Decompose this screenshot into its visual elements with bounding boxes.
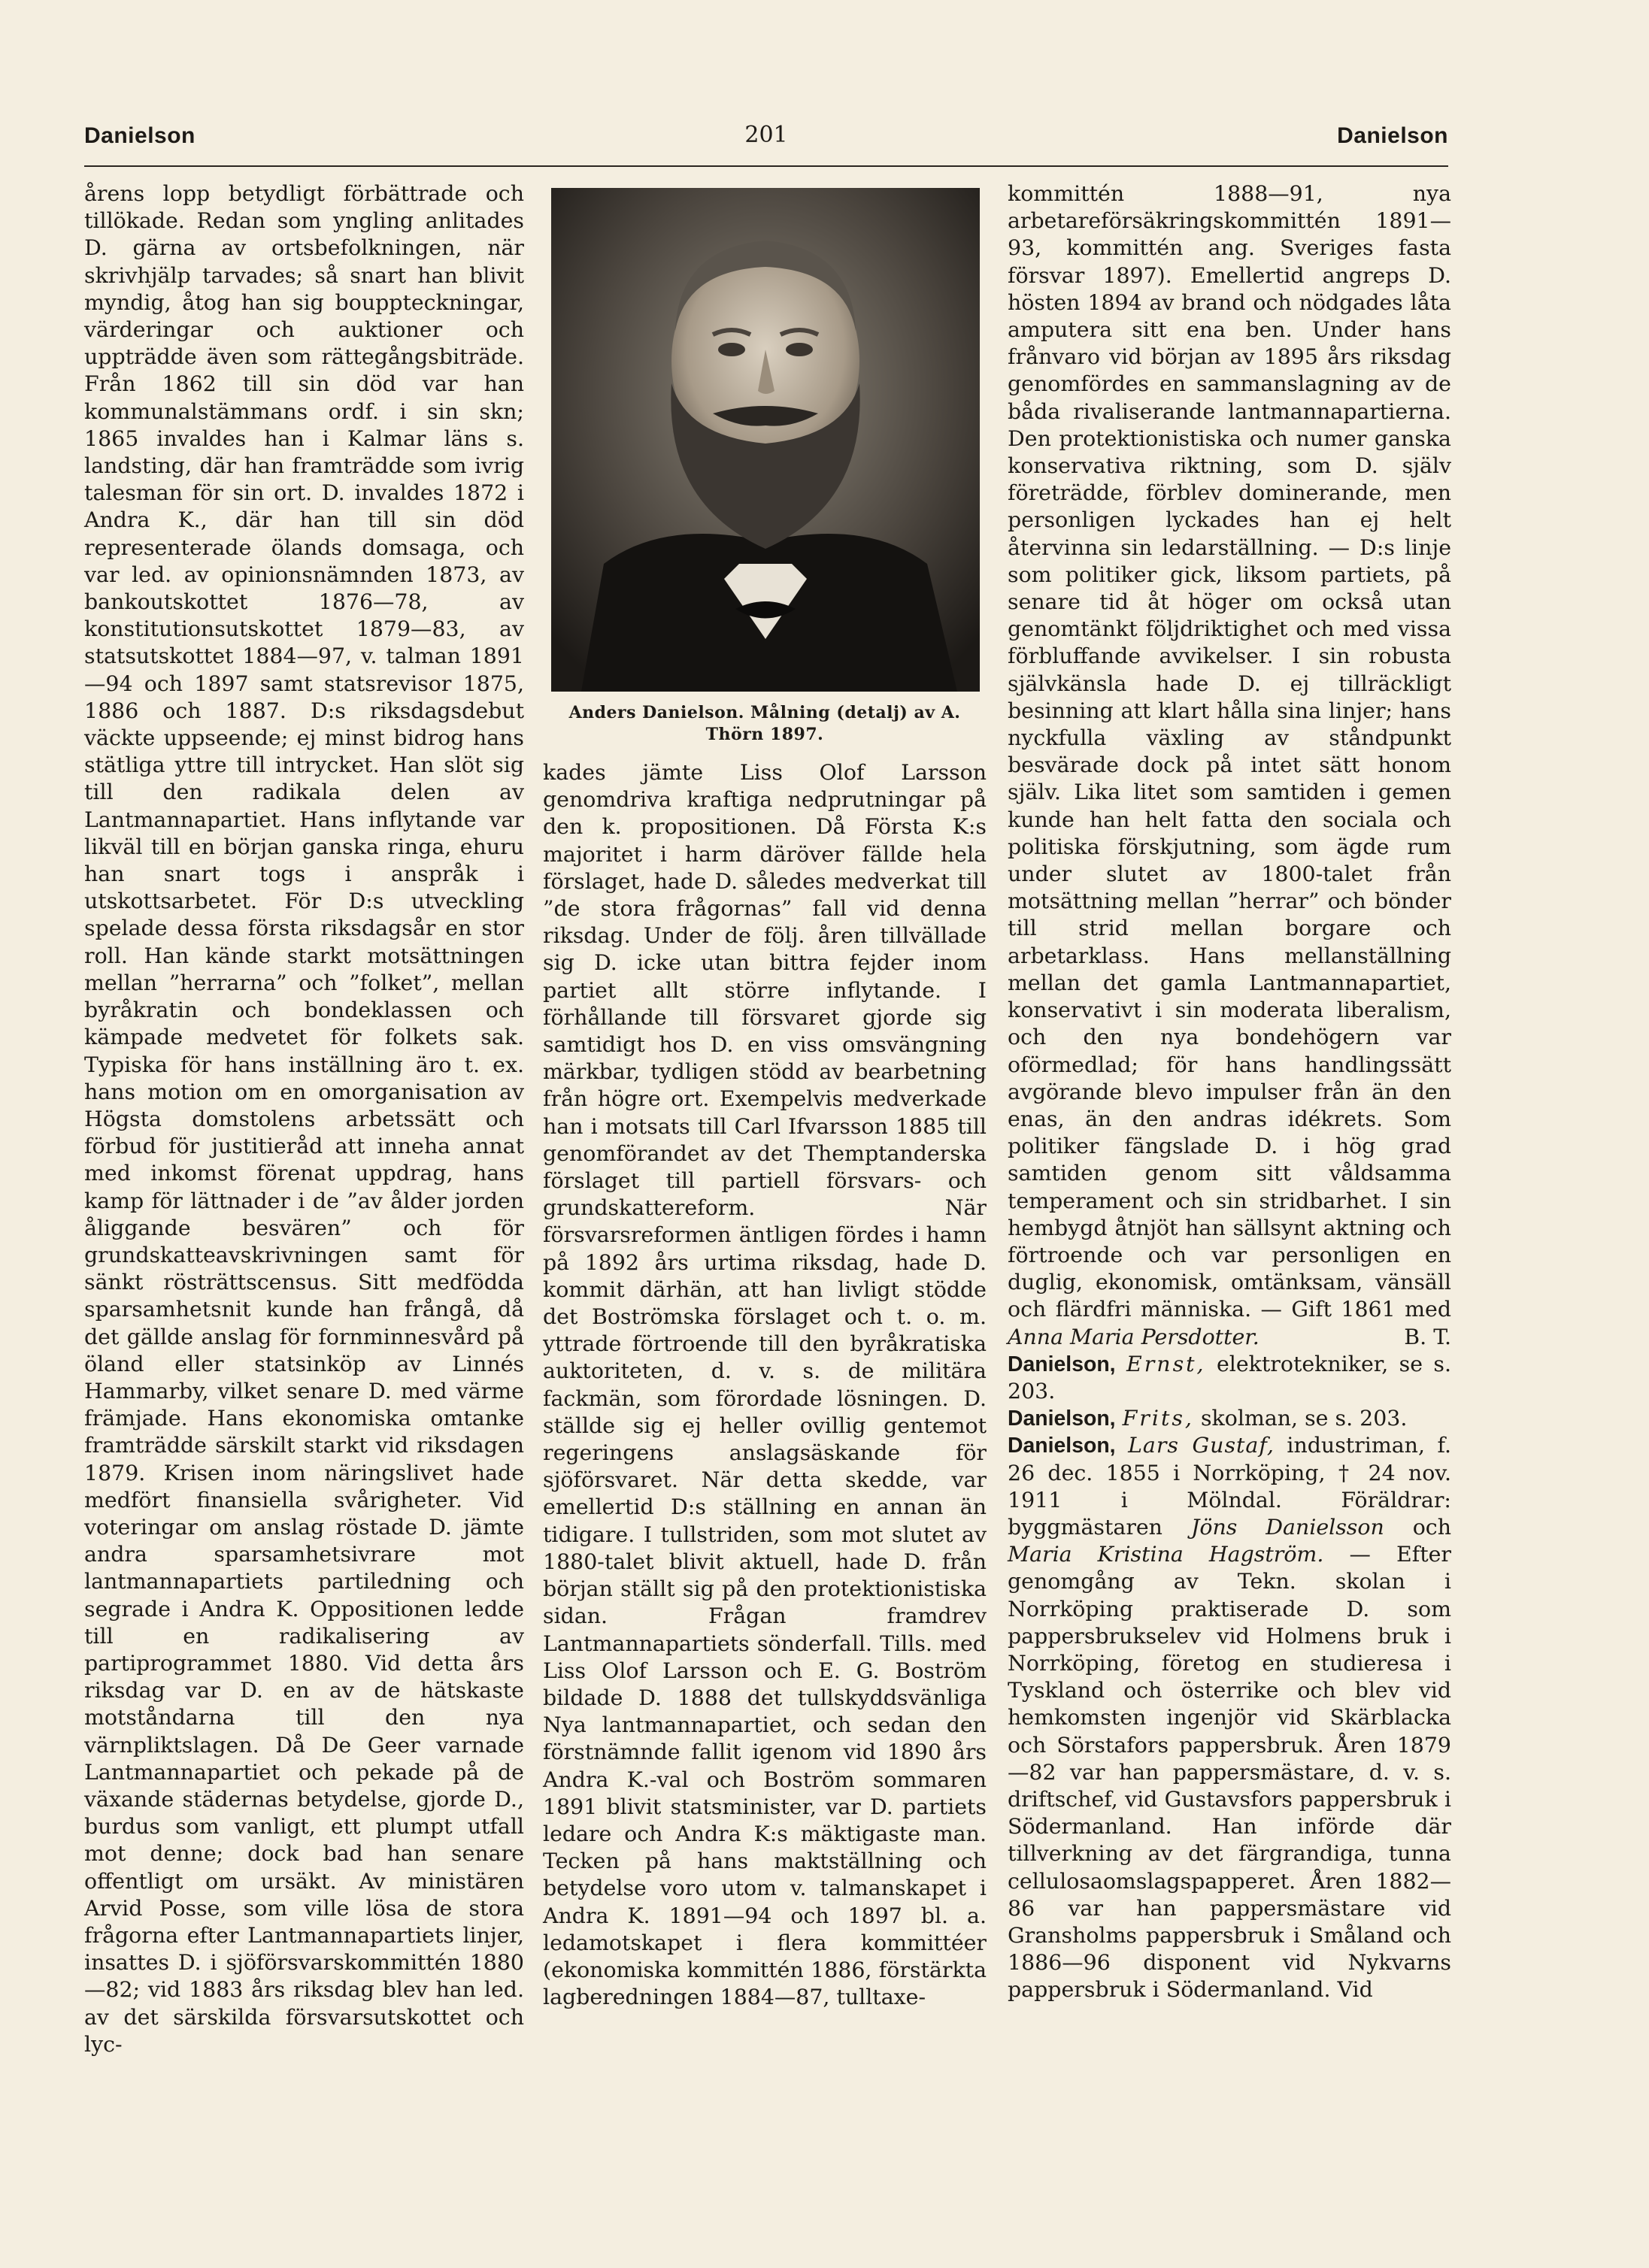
entry-lars-and: och	[1412, 1514, 1451, 1540]
entry-lars-given: Lars Gustaf,	[1128, 1433, 1275, 1458]
header-left-name: Danielson	[84, 123, 196, 148]
column-2-text: kades jämte Liss Olof Larsson genomdriva kraftiga nedprutningar på den k. propositionen. Då Första K:s majoritet i harm däröver fällde hela förslaget, hade D. således medverkat till ”de stora frågornas” fall vid denna riksdag. Under de följ. åren tillvällade sig D. icke utan bittra fejder inom partiet allt större inflytande. I förhållande till försvaret gjorde sig samtidigt hos D. en viss omsvängning märkbar, tydligen stödd av bearbetning från högre ort. Exempelvis medverkade han i motsats till Carl Ifvarsson 1885 till genomförandet av det Themptanderska förslaget till partiell försvars- och grundskattereform. När försvarsreformen äntligen fördes i hamn på 1892 års urtima riksdag, hade D. kommit därhän, att han livligt stödde det Boströmska förslaget och t. o. m. yttrade förtroende till den byråkratiska auktoriteten, d. v. s. de militära fackmän, som förordade lösningen. D. ställde sig ej heller ovillig gentemot regeringens anslagsäskande för sjöförsvaret. När detta skedde, var emellertid D:s ställning en annan än tidigare. I tullstriden, som mot slutet av 1880-talet blivit aktuell, hade D. från början ställt sig på den protektionistiska sidan. Frågan framdrev Lantmannapartiets sönderfall. Tills. med Liss Olof Larsson och E. G. Boström bildade D. 1888 det tullskyddsvänliga Nya lantmannapartiet, och sedan den förstnämnde fallit igenom vid 1890 års Andra K.-val och Boström sommaren 1891 blivit statsminister, var D. partiets ledare och Andra K:s mäktigaste man. Tecken på hans maktställning och betydelse voro utom v. talmanskapet i Andra K. 1891—94 och 1897 bl. a. ledamotskapet i flera kommittéer (ekonomiska kommittén 1886, förstärkta lagberedningen 1884—87, tulltaxe-	[543, 760, 987, 2010]
entry-ernst-surname: Danielson,	[1008, 1352, 1116, 1376]
entry-ernst-text: elektrotekniker, se s. 203.	[1008, 1351, 1452, 1403]
portrait-caption: Anders Danielson. Målning (detalj) av A. Thörn 1897.	[568, 703, 961, 744]
entry-lars-mother: Maria Kristina Hagström.	[1008, 1542, 1324, 1567]
entry-frits-surname: Danielson,	[1008, 1407, 1116, 1431]
entry-lars-text1: industriman, f. 26 dec. 1855 i Norrköping, † 24 nov. 1911 i Mölndal. Föräldrar: byggmästaren	[1008, 1433, 1451, 1540]
portrait-image	[551, 188, 980, 692]
entry-frits-text: skolman, se s. 203.	[1200, 1406, 1408, 1431]
author-signature: B. T.	[1404, 1324, 1451, 1349]
column-2	[543, 759, 987, 2011]
column-3	[1008, 180, 1451, 2004]
entry-lars-father: Jöns Danielsson	[1190, 1514, 1384, 1540]
column-3-paragraph	[1008, 180, 1451, 1351]
entry-ernst	[1008, 1351, 1451, 1405]
page-header	[84, 113, 1448, 167]
entry-ernst-given: Ernst,	[1126, 1351, 1206, 1376]
entry-frits-given: Frits,	[1122, 1406, 1194, 1431]
entry-lars	[1008, 1432, 1451, 2003]
spouse-name: Anna Maria Persdotter.	[1008, 1324, 1259, 1349]
entry-lars-text2: — Efter genomgång av Tekn. skolan i Norrköping praktiserade D. som pappersbrukselev vid Holmens bruk i Norrköping, företog en studieresa i Tyskland och österrike och blev vid hemkomsten ingenjör vid Skärblacka och Sörstafors pappersbruk. Åren 1879 —82 var han pappersmästare, d. v. s. driftschef, vid Gustavsfors pappersbruk i Södermanland. Han införde där tillverkning av det färgrandiga, tunna cellulosaomslagspapperet. Åren 1882—86 var han pappersmästare vid Gransholms pappersbruk i Småland och 1886—96 disponent vid Nykvarns pappersbruk i Södermanland. Vid	[1008, 1542, 1451, 2003]
column-3-text: kommittén 1888—91, nya arbetareförsäkringskommittén 1891—93, kommittén ang. Sveriges fasta försvar 1897). Emellertid angreps D. hösten 1894 av brand och nödgades låta amputera sitt ena ben. Under hans frånvaro vid början av 1895 års riksdag genomfördes en sammanslagning av de båda rivaliserande lantmannapartierna. Den protektionistiska och numer ganska konservativa riktning, som D. själv företrädde, förblev dominerande, men personligen lyckades han ej helt återvinna sin ledarställning. — D:s linje som politiker gick, liksom partiets, på senare tid åt höger om också utan genomtänkt följdriktighet och med vissa förbluffande avvikelser. I sin robusta självkänsla hade D. ej tillräckligt besinning att klart hålla sina linjer; hans nyckfulla växling av ståndpunkt besvärade dock på intet sätt honom själv. Lika litet som samtiden i gemen kunde han helt fatta den sociala och politiska förskjutning, som ägde rum under slutet av 1800-talet från motsättning mellan ”herrar” och bönder till strid mellan borgare och arbetarklass. Hans mellanställning mellan det gamla Lantmannapartiet, konservativt i sin moderata liberalism, och den nya bondehögern var oförmedlad; för hans handlingssätt avgörande blevo impulser från än den enas, än den andras idékrets. Som politiker fängslade D. i hög grad samtiden genom sitt våldsamma temperament och sin stridbarhet. I sin hembygd åtnjöt han sällsynt aktning och förtroende och var personligen en duglig, ekonomisk, omtänksam, vänsäll och flärdfri människa. — Gift 1861 med	[1008, 181, 1451, 1322]
portrait-painting-icon	[551, 188, 980, 692]
entry-frits	[1008, 1405, 1451, 1432]
column-1	[84, 180, 524, 2058]
column-1-text: årens lopp betydligt förbättrade och tillökade. Redan som yngling anlitades D. gärna av ortsbefolkningen, när skrivhjälp tarvades; så snart han blivit myndig, åtog han sig bouppteckningar, värderingar och auktioner och uppträdde även som rättegångsbiträde. Från 1862 till sin död var han kommunalstämmans ordf. i sin skn; 1865 invaldes han i Kalmar läns s. landsting, där han framträdde som ivrig talesman för sin ort. D. invaldes 1872 i Andra K., där han till sin död representerade ölands domsaga, och var led. av opinionsnämnden 1873, av bankoutskottet 1876—78, av konstitutionsutskottet 1879—83, av statsutskottet 1884—97, v. talman 1891—94 och 1897 samt statsrevisor 1875, 1886 och 1887. D:s riksdagsdebut väckte uppseende; ej minst bidrog hans stätliga yttre till intrycket. Han slöt sig till den radikala delen av Lantmannapartiet. Hans inflytande var likväl till en början ganska ringa, ehuru han snart togs i anspråk i utskottsarbetet. För D:s utveckling spelade dessa första riksdagsår en stor roll. Han kände starkt motsättningen mellan ”herrarna” och ”folket”, mellan byråkratin och bondeklassen och kämpade medvetet för folkets sak. Typiska för hans inställning äro t. ex. hans motion om en omorganisation av Högsta domstolens arbetssätt och förbud för justitieråd att inneha annat med inkomst förenat uppdrag, hans kamp för lättnader i de ”av ålder jorden åliggande besvären” och för grundskatteavskrivningen samt för sänkt rösträttscensus. Sitt medfödda sparsamhetsnit kunde han frångå, då det gällde anslag för fornminnesvård på öland eller statsinköp av Linnés Hammarby, vilket senare D. med värme främjade. Hans ekonomiska omtanke framträdde särskilt starkt vid riksdagen 1879. Krisen inom näringslivet hade medfört finansiella svårigheter. Vid voteringar om anslag röstade D. jämte andra sparsamhetsivrare mot lantmannapartiets partiledning och segrade i Andra K. Oppositionen ledde till en radikalisering av partiprogrammet 1880. Vid detta års riksdag var D. en av de hätskaste motståndarna till den nya värnpliktslagen. Då De Geer varnade Lantmannapartiet och pekade på de växande städernas betydelse, gjorde D., burdus som vanligt, ett plumpt utfall mot denne; dock bad han senare offentligt om ursäkt. Av ministären Arvid Posse, som ville lösa de stora frågorna efter Lantmannapartiets linjer, insattes D. i sjöförsvarskommittén 1880—82; vid 1883 års riksdag blev han led. av det särskilda försvarsutskottet och lyc-	[84, 181, 524, 2057]
page-number: 201	[744, 122, 788, 148]
header-right-name: Danielson	[1337, 123, 1448, 148]
entry-lars-surname: Danielson,	[1008, 1434, 1116, 1458]
